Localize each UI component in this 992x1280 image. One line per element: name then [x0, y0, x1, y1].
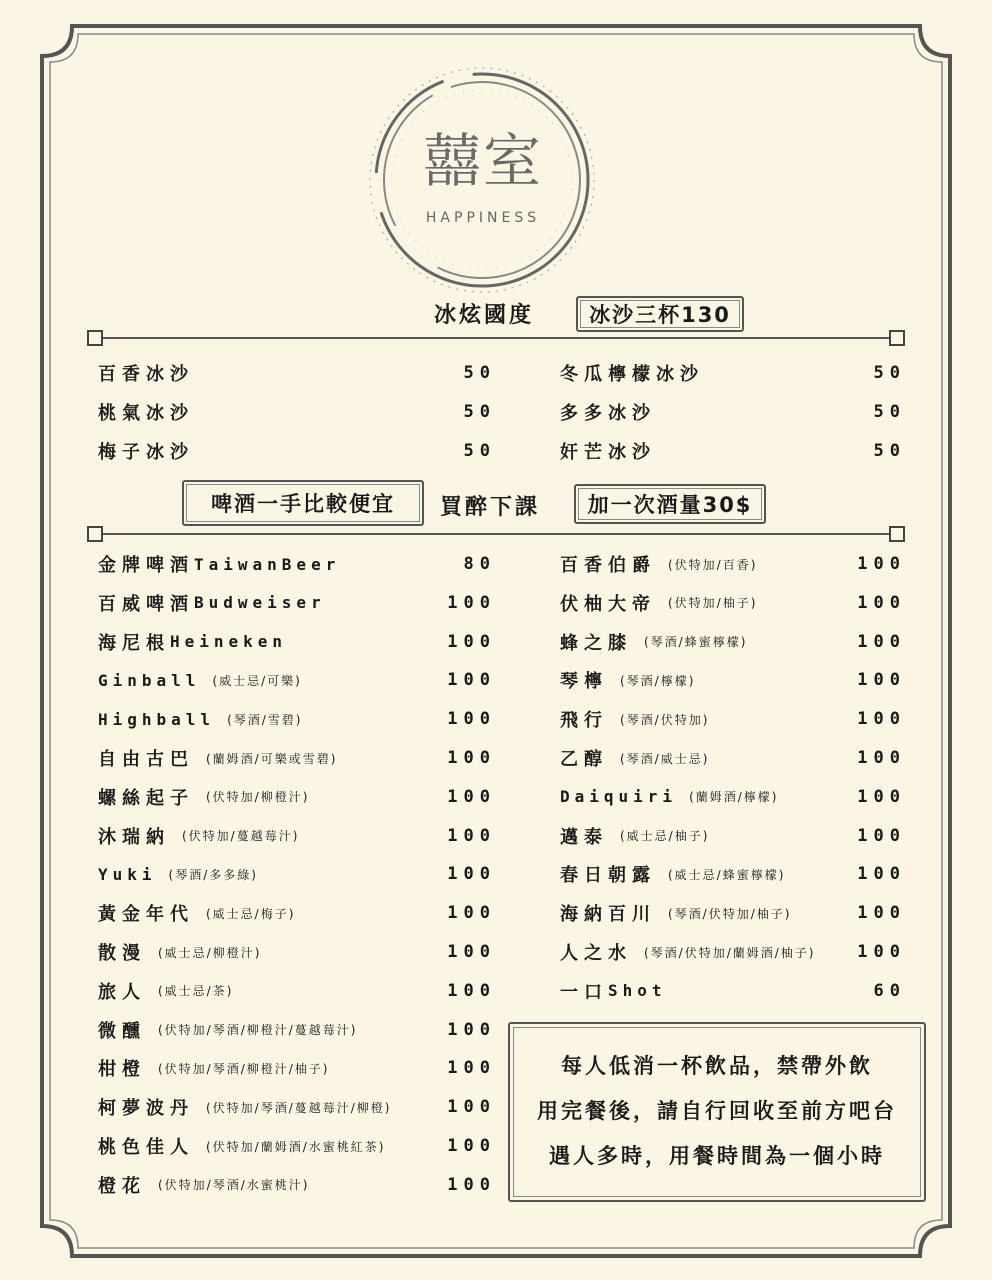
item-ingredients: (威士忌/柳橙汁): [158, 945, 262, 960]
item-ingredients: (威士忌/可樂): [212, 673, 302, 688]
item-price: 100: [447, 670, 496, 691]
item-price: 100: [447, 1058, 496, 1079]
item-price: 100: [447, 592, 496, 613]
item-name: 多多冰沙: [560, 403, 656, 424]
menu-item: [98, 360, 194, 386]
item-price: 100: [447, 1174, 496, 1195]
item-price: 100: [447, 1019, 496, 1040]
item-name: 桃氣冰沙: [98, 403, 194, 424]
notice-line: 遇人多時，用餐時間為一個小時: [549, 1144, 885, 1168]
item-name: 桃色佳人: [98, 1137, 194, 1158]
item-name: 沐瑞納: [98, 826, 170, 848]
item-name: 百香冰沙: [98, 364, 194, 385]
item-english-name: Highball: [98, 709, 216, 729]
notice-box: [508, 1022, 926, 1202]
item-ingredients: (琴酒/雪碧): [227, 712, 303, 727]
item-name: 旅人: [98, 981, 146, 1003]
menu-item: [98, 667, 302, 693]
logo-title: 囍室: [422, 127, 543, 195]
menu-item: [560, 823, 709, 849]
item-name: 微醺: [98, 1020, 146, 1042]
item-price: 100: [447, 709, 496, 730]
divider-line-1: [88, 331, 904, 345]
item-name: 梅子冰沙: [98, 442, 194, 463]
menu-item: [560, 978, 667, 1004]
menu-item: [98, 978, 233, 1004]
item-ingredients: (琴酒/威士忌): [620, 751, 710, 766]
item-price: 50: [873, 441, 906, 461]
item-price: 100: [447, 786, 496, 807]
item-english-name: Heineken: [170, 632, 288, 652]
menu-item: [560, 590, 757, 616]
item-price: 100: [857, 670, 906, 691]
item-name: 海尼根: [98, 632, 170, 654]
item-price: 60: [873, 980, 906, 1001]
slush-deal-badge: 冰沙三杯130: [576, 296, 744, 332]
item-price: 100: [857, 709, 906, 730]
notice-line: 用完餐後，請自行回收至前方吧台: [537, 1099, 897, 1123]
menu-item: [560, 784, 778, 810]
item-price: 100: [857, 748, 906, 768]
extra-shot-badge: 加一次酒量30$: [574, 484, 766, 524]
menu-item: [560, 551, 757, 577]
item-name: 橙花: [98, 1175, 146, 1197]
item-name: 柑橙: [98, 1059, 146, 1081]
item-ingredients: (伏特加/琴酒/柳橙汁/柚子): [158, 1061, 330, 1076]
item-name: 金牌啤酒: [98, 555, 194, 576]
menu-item: [98, 1094, 392, 1120]
item-price: 100: [857, 825, 906, 846]
item-name: 人之水: [560, 943, 632, 964]
menu-item: [98, 1017, 358, 1043]
item-name: 一口: [560, 981, 608, 1003]
item-price: 100: [447, 631, 496, 652]
item-price: 100: [447, 903, 496, 924]
item-price: 100: [857, 554, 906, 574]
menu-item: [98, 861, 258, 887]
item-ingredients: (琴酒/多多綠): [168, 867, 258, 882]
item-name: 奸芒冰沙: [560, 442, 656, 463]
menu-item: [560, 667, 695, 693]
item-ingredients: (蘭姆酒/檸檬): [689, 790, 779, 805]
item-ingredients: (威士忌/蜂蜜檸檬): [668, 867, 786, 882]
item-price: 100: [447, 980, 496, 1001]
item-ingredients: (琴酒/伏特加/柚子): [668, 906, 792, 921]
item-ingredients: (伏特加/蔓越莓汁): [182, 829, 300, 844]
item-ingredients: (伏特加/琴酒/水蜜桃汁): [158, 1178, 310, 1193]
menu-item: [98, 551, 340, 577]
item-price: 50: [873, 402, 906, 422]
item-price: 50: [463, 441, 496, 461]
item-name: 邁泰: [560, 826, 608, 848]
item-ingredients: (威士忌/梅子): [206, 906, 296, 921]
item-name: 乙醇: [560, 749, 608, 770]
item-price: 100: [447, 825, 496, 846]
item-english-name: Daiquiri: [560, 787, 678, 807]
menu-item: [560, 360, 704, 386]
item-ingredients: (威士忌/柚子): [620, 829, 710, 844]
item-english-name: Ginball: [98, 670, 201, 690]
item-price: 100: [447, 1136, 496, 1156]
item-ingredients: (蘭姆酒/可樂或雪碧): [206, 751, 338, 766]
menu-item: [98, 1172, 309, 1198]
logo-subtitle: HAPPINESS: [425, 210, 541, 226]
item-english-name: TaiwanBeer: [194, 554, 341, 574]
item-name: 伏柚大帝: [560, 593, 656, 615]
item-name: 散漫: [98, 943, 146, 964]
menu-item: [98, 745, 337, 771]
item-price: 100: [857, 786, 906, 807]
item-price: 100: [857, 864, 906, 885]
item-ingredients: (伏特加/琴酒/蔓越莓汁/柳橙): [206, 1100, 392, 1115]
item-price: 50: [463, 402, 496, 422]
menu-item: [98, 629, 287, 655]
menu-item: [560, 399, 656, 425]
item-name: 飛行: [560, 710, 608, 732]
menu-item: [560, 438, 656, 464]
item-price: 100: [857, 903, 906, 924]
notice-line: 每人低消一杯飲品，禁帶外飲: [561, 1054, 873, 1078]
item-name: 海納百川: [560, 904, 656, 926]
menu-item: [560, 861, 785, 887]
menu-item: [98, 939, 261, 965]
item-price: 100: [447, 864, 496, 885]
item-price: 50: [463, 363, 496, 383]
menu-item: [98, 823, 299, 849]
item-ingredients: (琴酒/伏特加): [620, 712, 710, 727]
item-english-name: Yuki: [98, 864, 157, 884]
section-title-drinks: 買醉下課: [440, 495, 541, 520]
item-price: 100: [447, 942, 496, 962]
item-ingredients: (伏特加/百香): [668, 557, 758, 572]
beer-deal-badge: 啤酒一手比較便宜: [182, 480, 424, 526]
item-name: 自由古巴: [98, 749, 194, 770]
item-price: 50: [873, 363, 906, 383]
menu-item: [98, 706, 302, 732]
menu-item: [98, 438, 194, 464]
item-name: 百香伯爵: [560, 555, 656, 576]
item-english-name: Budweiser: [194, 593, 326, 613]
menu-item: [560, 629, 747, 655]
item-price: 100: [857, 592, 906, 613]
menu-item: [560, 745, 709, 771]
item-name: 黃金年代: [98, 904, 194, 926]
menu-item: [98, 1055, 330, 1081]
menu-item: [98, 590, 326, 616]
item-english-name: Shot: [608, 981, 667, 1001]
menu-item: [98, 399, 194, 425]
item-ingredients: (伏特加/柚子): [668, 596, 758, 611]
item-price: 80: [463, 554, 496, 574]
section-title-slush: 冰炫國度: [434, 303, 535, 328]
item-price: 100: [447, 1097, 496, 1118]
item-ingredients: (伏特加/柳橙汁): [206, 790, 310, 805]
item-ingredients: (威士忌/茶): [158, 984, 234, 999]
item-name: 百威啤酒: [98, 593, 194, 615]
item-ingredients: (琴酒/蜂蜜檸檬): [644, 635, 748, 650]
divider-line-2: [88, 527, 904, 541]
item-ingredients: (琴酒/伏特加/蘭姆酒/柚子): [644, 945, 816, 960]
item-ingredients: (伏特加/琴酒/柳橙汁/蔓越莓汁): [158, 1023, 358, 1038]
menu-item: [560, 900, 791, 926]
item-name: 冬瓜檸檬冰沙: [560, 364, 704, 385]
item-name: 柯夢波丹: [98, 1098, 194, 1120]
item-price: 100: [447, 748, 496, 768]
item-ingredients: (伏特加/蘭姆酒/水蜜桃紅茶): [206, 1139, 386, 1154]
item-name: 螺絲起子: [98, 787, 194, 809]
menu-item: [560, 706, 709, 732]
menu-item: [98, 784, 309, 810]
menu-item: [98, 900, 295, 926]
item-name: 蜂之膝: [560, 632, 632, 654]
item-ingredients: (琴酒/檸檬): [620, 673, 696, 688]
menu-item: [560, 939, 816, 965]
item-name: 琴檸: [560, 671, 608, 693]
item-price: 100: [857, 942, 906, 962]
item-price: 100: [857, 631, 906, 652]
item-name: 春日朝露: [560, 865, 656, 887]
menu-item: [98, 1133, 385, 1159]
